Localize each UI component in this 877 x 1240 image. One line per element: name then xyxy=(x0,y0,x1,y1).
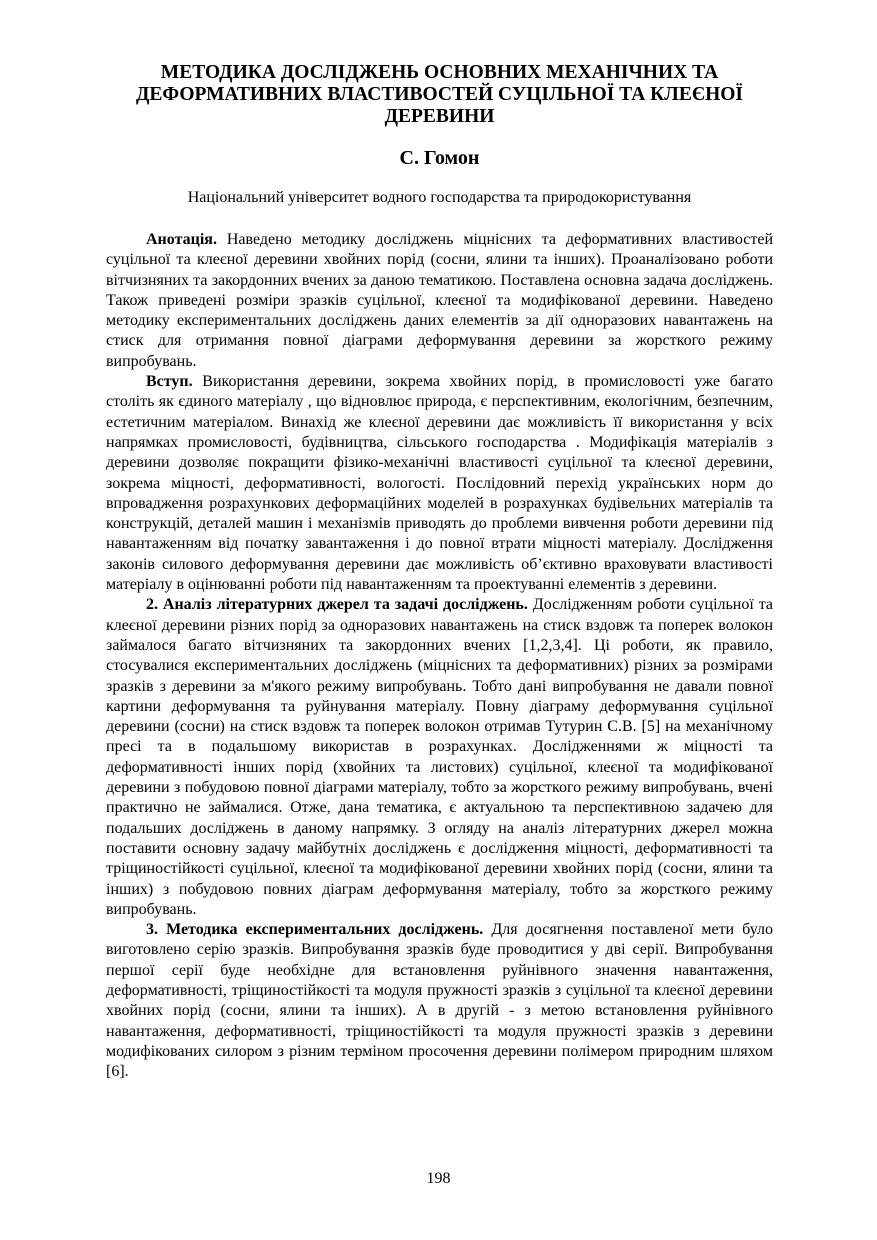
title-line-1: МЕТОДИКА ДОСЛІДЖЕНЬ ОСНОВНИХ МЕХАНІЧНИХ ТА xyxy=(160,62,719,83)
methodology-heading: 3. Методика експериментальних досліджень. xyxy=(146,921,484,939)
literature-review-text: Дослідженням роботи суцільної та клеєної деревини різних порід за одноразових навантажень на стиск вздовж та поперек волокон займалося багато вітчизняних та закордонних вчених [1,2,3,4]. Ці роботи, як правило, стосувалися експериментальних досліджень (міцнісних та деформативних) різних за розмірами зразків з деревини за м'якого режиму випробувань. Тобто дані випробування не давали повної картини деформування та руйнування матеріалу. Повну діаграму деформування суцільної деревини (сосни) на стиск вздовж та поперек волокон отримав Тутурин С.В. [5] на механічному пресі та в подальшому використав в розрахунках. Дослідженнями ж міцності та деформативності інших порід (хвойних та листових) суцільної, клеєної та модифікованої деревини з побудовою повної діаграми матеріалу, тобто за жорсткого режиму випробувань, вчені практично не займалися. Отже, дана тематика, є актуальною та перспективною задачею для подальших досліджень в даному напрямку. З огляду на аналіз літературних джерел можна поставити основну задачу майбутніх досліджень є дослідження міцності, деформативності та тріщиностійкості суцільної, клеєної та модифікованої деревини хвойних порід (сосни, ялини та інших) з побудовою повних діаграм деформування матеріалу, тобто за жорсткого режиму випробувань. xyxy=(106,596,774,918)
author-affiliation: Національний університет водного господарства та природокористування xyxy=(187,189,692,206)
author-name: С. Гомон xyxy=(399,147,480,169)
title-line-2: ДЕФОРМАТИВНИХ ВЛАСТИВОСТЕЙ СУЦІЛЬНОЇ ТА КЛЕЄНОЇ xyxy=(135,84,743,105)
methodology-text: Для досягнення поставленої мети було виготовлено серію зразків. Випробування зразків буде проводитися у дві серії. Випробування першої серії буде необхідне для встановлення руйнівного значення навантаження, деформативності, тріщиностійкості та модуля пружності зразків з суцільної та клеєної деревини хвойних порід (сосни, ялини та інших). А в другій - з метою встановлення руйнівного навантаження, деформативності, тріщиностійкості та модуля пружності зразків з деревини модифікованих силором з різним терміном просочення деревини полімером природним шляхом [6]. xyxy=(106,921,773,1081)
abstract-text: Наведено методику досліджень міцнісних та деформативних властивостей суцільної та клеєної деревини хвойних порід (сосни, ялини та інших). Проаналізовано роботи вітчизняних та закордонних вчених за даною тематикою. Поставлена основна задача досліджень. Також приведені розміри зразків суцільної, клеєної та модифікованої деревини. Наведено методику експериментальних досліджень даних елементів за дії одноразових навантажень на стиск для отримання повної діаграми деформування деревини за жорсткого режиму випробувань. xyxy=(106,231,773,370)
paper-body xyxy=(106,230,773,1082)
abstract-heading: Анотація. xyxy=(146,231,217,248)
introduction-paragraph xyxy=(106,372,773,595)
introduction-heading: Вступ. xyxy=(146,373,193,391)
title-line-3: ДЕРЕВИНИ xyxy=(384,106,495,127)
literature-review-heading: 2. Аналіз літературних джерел та задачі досліджень. xyxy=(146,596,528,614)
literature-review-paragraph xyxy=(106,595,773,920)
page-number: 198 xyxy=(426,1170,451,1187)
methodology-paragraph xyxy=(106,920,773,1082)
abstract-paragraph xyxy=(106,230,773,372)
paper-page xyxy=(106,62,773,1082)
paper-title xyxy=(106,62,773,128)
introduction-text: Використання деревини, зокрема хвойних порід, в промисловості уже багато століть як єдиного матеріалу , що відновлює природа, є перспективним, екологічним, безпечним, естетичним матеріалом. Винахід же клеєної деревини дає можливість її використання у всіх напрямках промисловості, будівництва, сільського господарства . Модифікація матеріалів з деревини дозволяє покращити фізико-механічні властивості суцільної та клеєної деревини, зокрема міцності, деформативності, вологості. Послідовний перехід українських норм до впровадження розрахункових деформаційних моделей в розрахунках будівельних матеріалів та конструкцій, деталей машин і механізмів приводять до проблеми вивчення роботи деревини під навантаженням від початку завантаження і до повної втрати міцності матеріалу. Дослідження законів силового деформування деревини дає можливість об’єктивно враховувати властивості матеріалу в оцінюванні роботи під навантаженням та проектуванні елементів з деревини. xyxy=(106,373,773,594)
